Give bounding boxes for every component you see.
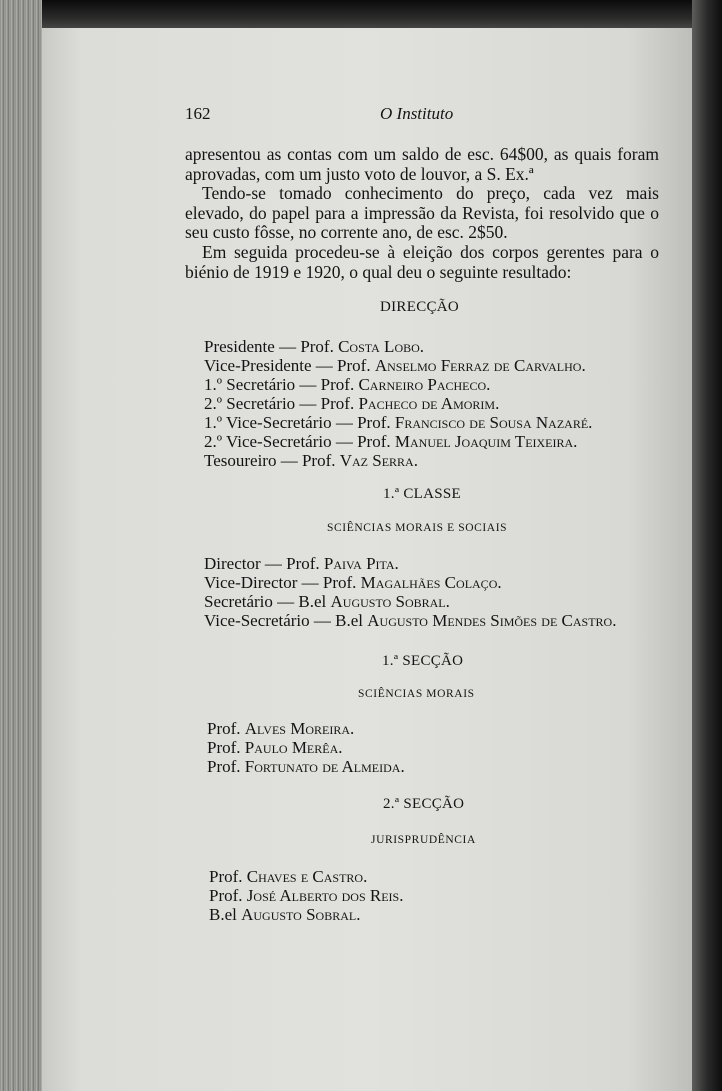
direccao-entry xyxy=(204,394,499,414)
seccao1-entry xyxy=(207,757,405,777)
paragraph-election: Em seguida procedeu-se à eleição dos corpos gerentes para o biénio de 1919 e 1920, o qual deu o seguinte resultado: xyxy=(185,241,659,282)
page-number: 162 xyxy=(185,104,211,123)
body-text xyxy=(185,145,659,282)
entry-name: Augusto Sobral. xyxy=(330,592,450,611)
direccao-entry xyxy=(204,451,418,471)
seccao1-heading: 1.ª SECÇÃO xyxy=(382,653,464,669)
entry-role: 1.º Vice-Secretário — Prof. xyxy=(204,413,395,432)
page-header xyxy=(185,104,657,126)
entry-name: Alves Moreira. xyxy=(244,719,355,738)
direccao-heading: DIRECÇÃO xyxy=(380,299,460,315)
entry-role: 2.º Vice-Secretário — Prof. xyxy=(204,432,395,451)
classe-subheading: SCIÊNCIAS MORAIS E SOCIAIS xyxy=(327,522,508,534)
entry-role: Prof. xyxy=(207,757,245,776)
seccao2-heading: 2.ª SECÇÃO xyxy=(383,796,465,812)
running-title: O Instituto xyxy=(380,104,454,123)
direccao-entry xyxy=(204,337,424,357)
entry-role: Vice-Presidente — Prof. xyxy=(204,356,375,375)
classe-entry xyxy=(204,611,616,631)
classe-entry xyxy=(204,554,399,574)
entry-role: Tesoureiro — Prof. xyxy=(204,451,340,470)
entry-role: 1.º Secretário — Prof. xyxy=(204,375,359,394)
page-top-edge xyxy=(0,0,722,30)
direccao-entry xyxy=(204,413,592,433)
entry-name: José Alberto dos Reis. xyxy=(246,886,404,905)
entry-name: Manuel Joaquim Teixeira. xyxy=(394,432,578,451)
entry-name: Paulo Merêa. xyxy=(244,738,343,757)
seccao2-entry xyxy=(209,886,403,906)
entry-name: Vaz Serra. xyxy=(339,451,418,470)
entry-name: Francisco de Sousa Nazaré. xyxy=(394,413,593,432)
entry-name: Costa Lobo. xyxy=(338,337,425,356)
classe-heading: 1.ª CLASSE xyxy=(383,486,461,502)
entry-role: Secretário — B.el xyxy=(204,592,331,611)
entry-name: Augusto Sobral. xyxy=(241,905,361,924)
entry-name: Fortunato de Almeida. xyxy=(244,757,405,776)
entry-role: Prof. xyxy=(207,719,245,738)
entry-name: Pacheco de Amorim. xyxy=(358,394,500,413)
classe-entry xyxy=(204,592,450,612)
entry-role: 2.º Secretário — Prof. xyxy=(204,394,359,413)
seccao2-entry xyxy=(209,867,367,887)
direccao-entry xyxy=(204,432,577,452)
classe-entry xyxy=(204,573,502,593)
entry-role: Vice-Director — Prof. xyxy=(204,573,361,592)
entry-name: Augusto Mendes Simões de Castro. xyxy=(367,611,617,630)
entry-role: Presidente — Prof. xyxy=(204,337,339,356)
entry-name: Carneiro Pacheco. xyxy=(358,375,491,394)
paragraph-accounts: apresentou as contas com um saldo de esc. 64$00, as quais foram aprovadas, com um justo voto de louvor, a S. Ex.ª xyxy=(185,144,659,184)
entry-name: Anselmo Ferraz de Carvalho. xyxy=(374,356,586,375)
book-gutter-shadow xyxy=(692,0,722,1091)
entry-role: Prof. xyxy=(209,886,247,905)
seccao1-subheading: SCIÊNCIAS MORAIS xyxy=(358,688,475,700)
entry-role: Prof. xyxy=(209,867,247,886)
paragraph-paper-price: Tendo-se tomado conhecimento do preço, cada vez mais elevado, do papel para a impressão da Revista, foi resolvido que o seu custo fôsse, no corrente ano, de esc. 2$50. xyxy=(185,183,659,243)
seccao1-entry xyxy=(207,738,343,758)
entry-role: Director — Prof. xyxy=(204,554,324,573)
entry-role: B.el xyxy=(209,905,242,924)
seccao1-entry xyxy=(207,719,354,739)
seccao2-subheading: JURISPRUDÊNCIA xyxy=(371,834,476,846)
entry-name: Paiva Pita. xyxy=(323,554,399,573)
entry-name: Magalhães Colaço. xyxy=(360,573,502,592)
entry-role: Prof. xyxy=(207,738,245,757)
seccao2-entry xyxy=(209,905,360,925)
direccao-entry xyxy=(204,375,490,395)
entry-role: Vice-Secretário — B.el xyxy=(204,611,368,630)
direccao-entry xyxy=(204,356,586,376)
entry-name: Chaves e Castro. xyxy=(246,867,368,886)
book-page-edges xyxy=(0,0,42,1091)
